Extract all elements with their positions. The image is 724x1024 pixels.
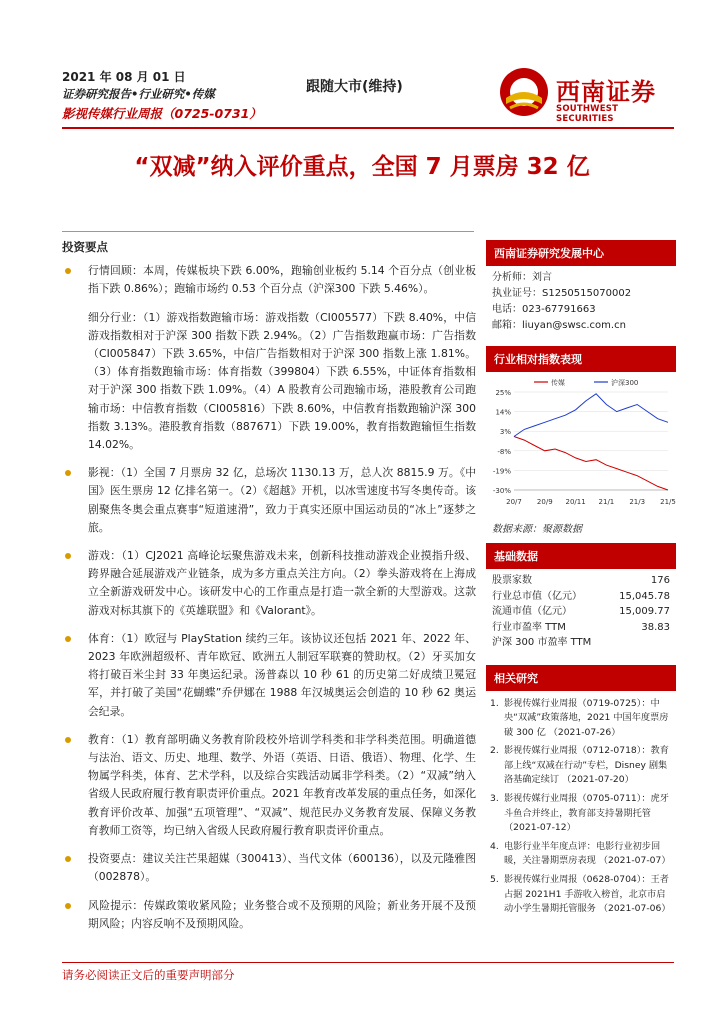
metric-row: [486, 620, 676, 636]
metric-value: 15,045.78: [619, 590, 670, 602]
related-text: 电影行业半年度点评：电影行业初步回暖，关注暑期票房表现 （2021-07-07）: [504, 840, 671, 867]
related-number: 4.: [490, 840, 499, 852]
related-text: 影视传媒行业周报（0719-0725）：中央“双减”政策落地，2021 中国年度票房破 300 亿 （2021-07-26）: [504, 697, 669, 738]
x-tick-label: 20/9: [536, 498, 553, 506]
related-text: 影视传媒行业周报（0628-0704）：王者占据 2021H1 手游收入榜首，北京市启动小学生暑期托管服务 （2021-07-06）: [504, 874, 671, 915]
footer-divider: [62, 962, 674, 963]
investment-focus: 投资要点：建议关注芒果超媒（300413）、当代文体（600136），以及元隆雅图（002878）。: [62, 850, 476, 886]
related-text: 影视传媒行业周报（0705-0711）：虎牙斗鱼合并终止，教育部支持暑期托管 （2021-07-12）: [504, 793, 669, 834]
risk-warning: 风险提示：传媒政策收紧风险；业务整合或不及预期的风险；新业务开展不及预期风险；内容反响不及预期风险。: [62, 897, 476, 933]
y-tick-label: 14%: [495, 408, 511, 417]
related-list: [486, 691, 676, 917]
report-name: 影视传媒行业周报（0725-0731）: [62, 106, 262, 121]
analyst-name: 分析师：刘言: [492, 272, 552, 283]
sidebar: [486, 240, 676, 921]
analyst-phone: 电话：023-67791663: [492, 304, 596, 315]
legend-label: 传媒: [551, 379, 565, 387]
data-source: 数据来源：聚源数据: [492, 524, 582, 535]
legend-label: 沪深300: [611, 379, 639, 387]
metric-label: 行业市盈率 TTM: [492, 621, 566, 633]
y-tick-label: 25%: [495, 389, 511, 397]
analyst-email: 邮箱：liuyan@swsc.com.cn: [492, 320, 626, 331]
chart-heading: 行业相对指数表现: [486, 346, 676, 372]
page-title: “双减”纳入评价重点，全国 7 月票房 32 亿: [134, 154, 590, 180]
metric-label: 沪深 300 市盈率 TTM: [492, 637, 592, 648]
education-section: 教育：（1）教育部明确义务教育阶段校外培训学科类和非学科类范围。明确道德与法治、语文、历史、地理、数学、外语（英语、日语、俄语）、物理、化学、生物属学科类，体育、艺术学科，以及综合实践活动属非学科类。（2）“双减”纳入省级人民政府履行教育职责评价重点。2021 年教育改革发展的重点任务，如深化教育评价改革、加强“五项管理”、“双减”、规范民办义务教育发展、保障义务教育教师工资等，均已纳入省级人民政府履行教育职责评价重点。: [62, 731, 476, 840]
film-section: 影视：（1）全国 7 月票房 32 亿，总场次 1130.13 万，总人次 8815.9 万。《中国》医生票房 12 亿排名第一。（2）《超越》开机，以冰雪速度书写冬奥传奇。该剧聚焦冬奥会重点赛事“短道速滑”，致力于真实还原中国运动员的“冰上”逐梦之旅。: [62, 464, 476, 537]
related-item[interactable]: [490, 792, 672, 836]
related-heading: 相关研究: [486, 665, 676, 691]
metric-row: [486, 604, 676, 620]
x-tick-label: 21/3: [629, 498, 646, 506]
metric-value: 176: [650, 575, 670, 586]
report-type: 证券研究报告•行业研究•传媒: [62, 87, 215, 101]
sub-industry: 细分行业：（1）游戏指数跑输市场：游戏指数（CI005577）下跌 8.40%，中信游戏指数相对于沪深 300 指数下跌 2.94%。（2）广告指数跑赢市场：广告指数（CI005847）下跌 3.65%，中信广告指数相对于沪深 300 指数上涨 1.81%。（3）体育指数跑输市场：体育指数（399804）下跌 6.55%，中证体育指数相对于沪深 300 指数下跌 1.09%。（4）A 股教育公司跑输市场，港股教育公司跑输市场：中信教育指数（CI005816）下跌 8.60%，中信教育指数跑输沪深 300 指数 3.13%。港股教育指数（887671）下跌 19.00%，教育指数跑输恒生指数 14.02%。: [88, 310, 476, 452]
metrics-heading: 基础数据: [486, 543, 676, 569]
x-tick-label: 20/7: [506, 498, 522, 506]
section-divider: [62, 231, 474, 232]
series-line-media: [514, 437, 668, 491]
series-line-hs300: [514, 394, 668, 437]
related-number: 1.: [490, 697, 499, 709]
x-tick-label: 21/5: [660, 498, 676, 506]
related-number: 2.: [490, 745, 499, 757]
footer-disclaimer: 请务必阅读正文后的重要声明部分: [62, 968, 235, 982]
related-text: 影视传媒行业周报（0712-0718）：教育部上线“双减在行动”专栏，Disney 剧集洛基确定续订 （2021-07-20）: [504, 745, 669, 786]
metric-row: [486, 589, 676, 605]
logo-text-en: SOUTHWEST SECURITIES: [556, 104, 619, 124]
metric-label: 股票家数: [492, 575, 532, 586]
investment-summary: [62, 238, 476, 943]
rating: 跟随大市(维持): [306, 79, 403, 95]
game-section: 游戏：（1）CJ2021 高峰论坛聚焦游戏未来，创新科技推动游戏企业摸指升级、跨界融合延展游戏产业链条，成为多方重点关注方向。（2）拳头游戏将在上海成立全新游戏研发中心。该研发中心的工作重点是打造一款全新的大型游戏。这款游戏对标其旗下的《英雄联盟》和《Valorant》。: [62, 547, 476, 620]
related-item[interactable]: [490, 840, 672, 869]
metric-value: 38.83: [641, 621, 670, 633]
metric-row: [486, 635, 676, 651]
index-chart: [486, 372, 676, 512]
related-item[interactable]: [490, 873, 672, 917]
report-date: 2021 年 08 月 01 日: [62, 70, 186, 84]
market-review: 行情回顾：本周，传媒板块下跌 6.00%，跑输创业板约 5.14 个百分点（创业板指下跌 0.86%）；跑输市场约 0.53 个百分点（沪深300 下跌 5.46%）。: [62, 262, 476, 298]
y-tick-label: 3%: [499, 428, 511, 437]
analyst-cert: 执业证号：S1250515070002: [492, 288, 632, 299]
header-divider: [62, 127, 674, 129]
related-item[interactable]: [490, 697, 672, 741]
metric-row: [486, 573, 676, 589]
y-tick-label: -30%: [492, 487, 511, 495]
company-logo: [496, 64, 676, 124]
related-item[interactable]: [490, 744, 672, 788]
metric-value: 15,009.77: [619, 606, 670, 617]
sports-section: 体育：（1）欧冠与 PlayStation 续约三年。该协议还包括 2021 年、2022 年、2023 年欧洲超级杯、青年欧冠、欧洲五人制冠军联赛的赞助权。（2）牙买加女将打破百米尘封 33 年奥运纪录。汤普森以 10 秒 61 的历史第二好成绩卫冕冠军，并打破了美国“花蝴蝶”乔伊娜在 1988 年汉城奥运会创造的 10 秒 62 奥运会纪录。: [62, 630, 476, 721]
summary-heading: 投资要点: [62, 240, 108, 254]
x-tick-label: 20/11: [565, 498, 586, 506]
logo-mark-icon: [496, 64, 552, 120]
metric-label: 流通市值（亿元）: [492, 606, 572, 617]
x-tick-label: 21/1: [598, 498, 615, 506]
related-number: 5.: [490, 874, 499, 886]
y-tick-label: -19%: [492, 467, 511, 476]
metrics-table: [486, 569, 676, 651]
related-number: 3.: [490, 793, 499, 805]
research-center-heading: 西南证券研究发展中心: [486, 240, 676, 266]
analyst-info: [486, 266, 676, 338]
logo-text-cn: 西南证券: [556, 77, 656, 106]
y-tick-label: -8%: [497, 447, 511, 456]
metric-label: 行业总市值（亿元）: [492, 590, 582, 602]
